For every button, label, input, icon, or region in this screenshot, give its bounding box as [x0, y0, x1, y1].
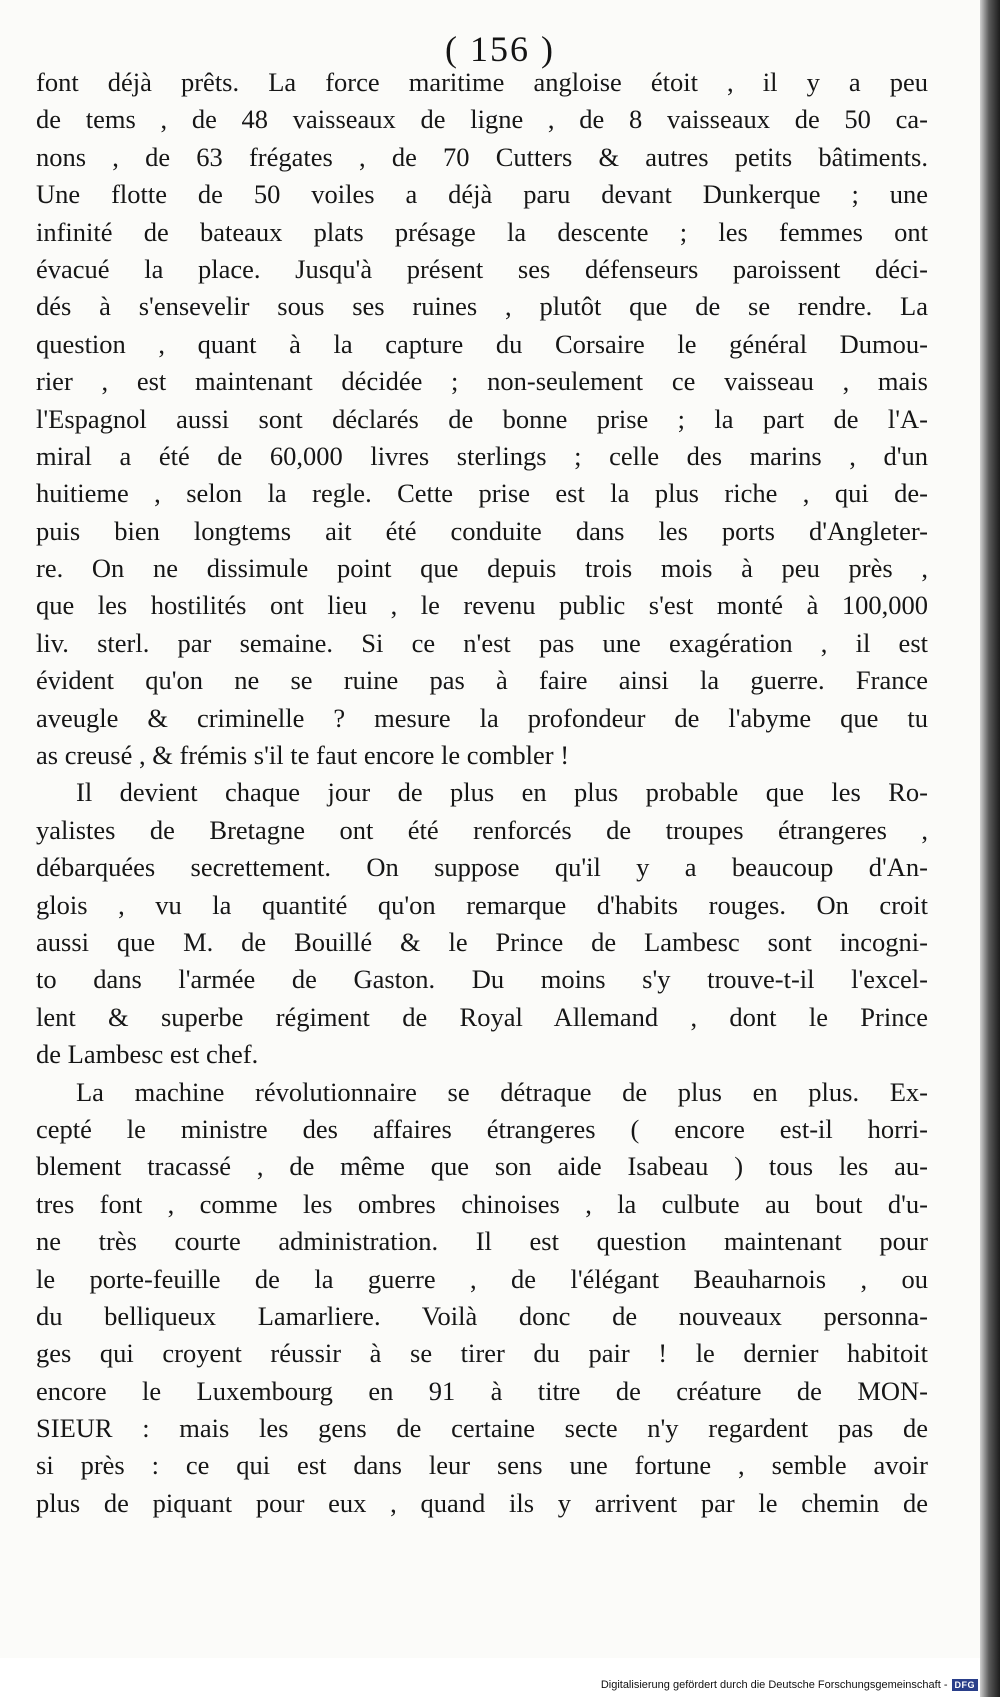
text-line: miral a été de 60,000 livres sterlings ; celle des marins , d'un: [36, 440, 928, 471]
text-line: évident qu'on ne se ruine pas à faire ainsi la guerre. France: [36, 665, 928, 696]
text-line: ne très courte administration. Il est question maintenant pour: [36, 1226, 928, 1257]
text-line: rier , est maintenant décidée ; non-seulement ce vaisseau , mais: [36, 366, 928, 397]
text-line: nons , de 63 frégates , de 70 Cutters & autres petits bâtiments.: [36, 141, 928, 172]
text-line: évacué la place. Jusqu'à présent ses défenseurs paroissent déci-: [36, 253, 928, 284]
text-line: aussi que M. de Bouillé & le Prince de Lambesc sont incogni-: [36, 926, 928, 957]
text-line: font déjà prêts. La force maritime angloise étoit , il y a peu: [36, 67, 928, 97]
text-line: SIEUR : mais les gens de certaine secte n'y regardent pas de: [36, 1413, 928, 1444]
text-line: question , quant à la capture du Corsaire le général Dumou-: [36, 328, 928, 359]
text-line: du belliqueux Lamarliere. Voilà donc de nouveaux personna-: [36, 1300, 928, 1331]
body-text: [36, 64, 928, 1522]
bottom-margin: [0, 1658, 980, 1697]
text-line: re. On ne dissimule point que depuis trois mois à peu près ,: [36, 553, 928, 584]
text-line: encore le Luxembourg en 91 à titre de créature de MON-: [36, 1375, 928, 1406]
text-line: plus de piquant pour eux , quand ils y arrivent par le chemin de: [36, 1487, 928, 1518]
paragraph-first-line: La machine révolutionnaire se détraque de plus en plus. Ex-: [76, 1076, 928, 1107]
text-line: si près : ce qui est dans leur sens une fortune , semble avoir: [36, 1450, 928, 1481]
text-line: to dans l'armée de Gaston. Du moins s'y trouve-t-il l'excel-: [36, 964, 928, 995]
page-number: ( 156 ): [445, 29, 555, 69]
text-line: lent & superbe régiment de Royal Allemand , dont le Prince: [36, 1001, 928, 1032]
text-line: as creusé , & frémis s'il te faut encore le combler !: [36, 740, 570, 771]
digitization-credit: [601, 1679, 978, 1691]
text-line: débarquées secrettement. On suppose qu'il y a beaucoup d'An-: [36, 852, 928, 883]
text-line: le porte-feuille de la guerre , de l'élégant Beauharnois , ou: [36, 1263, 928, 1294]
text-line: puis bien longtems ait été conduite dans les ports d'Angleter-: [36, 515, 928, 546]
text-line: que les hostilités ont lieu , le revenu public s'est monté à 100,000: [36, 590, 928, 621]
text-line: liv. sterl. par semaine. Si ce n'est pas une exagération , il est: [36, 627, 928, 658]
page-edge-shadow: [980, 0, 1000, 1697]
dfg-logo: DFG: [952, 1679, 979, 1691]
credit-text: Digitalisierung gefördert durch die Deutsche Forschungsgemeinschaft -: [600, 1679, 948, 1691]
text-line: dés à s'ensevelir sous ses ruines , plutôt que de se rendre. La: [36, 291, 928, 322]
text-line: de tems , de 48 vaisseaux de ligne , de 8 vaisseaux de 50 ca-: [36, 104, 928, 135]
text-line: glois , vu la quantité qu'on remarque d'habits rouges. On croit: [36, 889, 928, 920]
text-line: Une flotte de 50 voiles a déjà paru devant Dunkerque ; une: [36, 179, 928, 210]
text-line: yalistes de Bretagne ont été renforcés de troupes étrangeres ,: [36, 814, 928, 845]
paragraph-first-line: Il devient chaque jour de plus en plus probable que les Ro-: [76, 777, 928, 808]
text-line: de Lambesc est chef.: [36, 1039, 259, 1070]
text-line: l'Espagnol aussi sont déclarés de bonne prise ; la part de l'A-: [36, 403, 928, 434]
text-line: huitieme , selon la regle. Cette prise est la plus riche , qui de-: [36, 478, 928, 509]
text-line: blement tracassé , de même que son aide Isabeau ) tous les au-: [36, 1151, 928, 1182]
text-line: tres font , comme les ombres chinoises , la culbute au bout d'u-: [36, 1188, 928, 1219]
text-line: cepté le ministre des affaires étrangeres ( encore est-il horri-: [36, 1113, 928, 1144]
text-line: infinité de bateaux plats présage la descente ; les femmes ont: [36, 216, 928, 247]
text-line: ges qui croyent réussir à se tirer du pair ! le dernier habitoit: [36, 1338, 928, 1369]
text-line: aveugle & criminelle ? mesure la profondeur de l'abyme que tu: [36, 702, 928, 733]
